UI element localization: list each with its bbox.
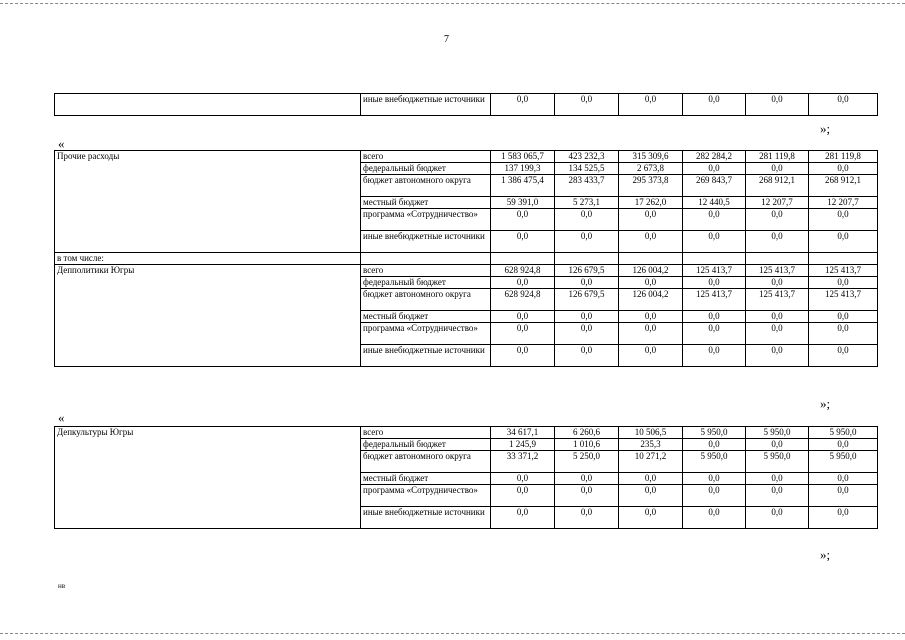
value-cell: 0,0: [683, 311, 746, 323]
row-name-cell: [55, 345, 361, 367]
source-cell: федеральный бюджет: [361, 277, 491, 289]
page-edge-bottom: [0, 633, 905, 634]
value-cell: 0,0: [746, 163, 809, 175]
subheader-row: [55, 253, 878, 265]
source-cell: программа «Сотрудничество»: [361, 209, 491, 231]
value-cell: 0,0: [809, 231, 878, 253]
row-name-cell: Депкультуры Югры: [55, 427, 361, 439]
row-name-cell: [55, 197, 361, 209]
value-cell: 0,0: [619, 209, 683, 231]
source-cell: бюджет автономного округа: [361, 289, 491, 311]
value-cell: 0,0: [491, 323, 555, 345]
source-cell: бюджет автономного округа: [361, 175, 491, 197]
value-cell: 0,0: [491, 473, 555, 485]
value-cell: 0,0: [555, 507, 619, 529]
row-name-cell: [55, 209, 361, 231]
table-row: [55, 175, 878, 197]
source-cell: иные внебюджетные источники: [361, 231, 491, 253]
table-row: [55, 507, 878, 529]
table-row: [55, 451, 878, 473]
value-cell: 0,0: [683, 323, 746, 345]
row-name-cell: [55, 175, 361, 197]
closing-quote: »;: [820, 121, 831, 136]
page-number: 7: [444, 34, 449, 45]
value-cell: 0,0: [683, 473, 746, 485]
value-cell: 0,0: [619, 473, 683, 485]
value-cell: 0,0: [809, 439, 878, 451]
value-cell: 628 924,8: [491, 265, 555, 277]
value-cell: 0,0: [683, 345, 746, 367]
value-cell: 0,0: [809, 323, 878, 345]
opening-quote: «: [58, 136, 65, 151]
value-cell: 0,0: [746, 94, 809, 116]
source-cell: местный бюджет: [361, 197, 491, 209]
page-edge-top: [0, 3, 905, 4]
source-cell: иные внебюджетные источники: [361, 94, 491, 116]
value-cell: 0,0: [683, 507, 746, 529]
table-row: [55, 311, 878, 323]
value-cell: 0,0: [809, 163, 878, 175]
value-cell: 0,0: [809, 277, 878, 289]
value-cell: 12 207,7: [809, 197, 878, 209]
table-row: [55, 197, 878, 209]
value-cell: 268 912,1: [809, 175, 878, 197]
value-cell: 5 250,0: [555, 451, 619, 473]
value-cell: 0,0: [746, 231, 809, 253]
value-cell: 0,0: [619, 311, 683, 323]
value-cell: 1 583 065,7: [491, 151, 555, 163]
source-cell: местный бюджет: [361, 311, 491, 323]
value-cell: 423 232,3: [555, 151, 619, 163]
row-name-cell: [55, 289, 361, 311]
value-cell: 0,0: [555, 345, 619, 367]
value-cell: 0,0: [491, 277, 555, 289]
table-row: [55, 323, 878, 345]
value-cell: 5 950,0: [746, 427, 809, 439]
value-cell: 0,0: [746, 277, 809, 289]
value-cell: 6 260,6: [555, 427, 619, 439]
source-cell: программа «Сотрудничество»: [361, 485, 491, 507]
footer-code: нв: [58, 582, 66, 590]
value-cell: 5 950,0: [683, 451, 746, 473]
value-cell: 0,0: [809, 94, 878, 116]
value-cell: 0,0: [746, 507, 809, 529]
source-cell: бюджет автономного округа: [361, 451, 491, 473]
value-cell: 125 413,7: [746, 265, 809, 277]
value-cell: 295 373,8: [619, 175, 683, 197]
value-cell: 235,3: [619, 439, 683, 451]
value-cell: 126 679,5: [555, 289, 619, 311]
value-cell: 0,0: [491, 485, 555, 507]
value-cell: 5 950,0: [809, 451, 878, 473]
value-cell: 125 413,7: [683, 265, 746, 277]
value-cell: 0,0: [491, 209, 555, 231]
opening-quote: «: [58, 410, 65, 425]
value-cell: 0,0: [809, 345, 878, 367]
value-cell: 1 010,6: [555, 439, 619, 451]
value-cell: 5 273,1: [555, 197, 619, 209]
value-cell: 0,0: [683, 94, 746, 116]
value-cell: 1 245,9: [491, 439, 555, 451]
value-cell: 126 004,2: [619, 265, 683, 277]
value-cell: 0,0: [809, 311, 878, 323]
value-cell: 281 119,8: [809, 151, 878, 163]
value-cell: 628 924,8: [491, 289, 555, 311]
value-cell: 126 679,5: [555, 265, 619, 277]
row-name-cell: [55, 507, 361, 529]
source-cell: местный бюджет: [361, 473, 491, 485]
value-cell: 0,0: [491, 345, 555, 367]
value-cell: 125 413,7: [809, 265, 878, 277]
closing-quote: »;: [820, 547, 831, 562]
row-name-cell: [55, 231, 361, 253]
value-cell: 1 386 475,4: [491, 175, 555, 197]
value-cell: 268 912,1: [746, 175, 809, 197]
value-cell: 0,0: [619, 277, 683, 289]
value-cell: 125 413,7: [746, 289, 809, 311]
value-cell: 10 271,2: [619, 451, 683, 473]
value-cell: 126 004,2: [619, 289, 683, 311]
table-row: [55, 94, 878, 116]
row-name-cell: [55, 94, 361, 116]
value-cell: 0,0: [555, 94, 619, 116]
value-cell: 0,0: [619, 507, 683, 529]
source-cell: федеральный бюджет: [361, 163, 491, 175]
value-cell: 0,0: [491, 311, 555, 323]
value-cell: 0,0: [683, 439, 746, 451]
source-cell: всего: [361, 265, 491, 277]
depkultury-table: [54, 426, 878, 529]
value-cell: 33 371,2: [491, 451, 555, 473]
value-cell: 0,0: [619, 485, 683, 507]
value-cell: 125 413,7: [809, 289, 878, 311]
value-cell: 0,0: [555, 311, 619, 323]
table-row: [55, 289, 878, 311]
value-cell: 0,0: [809, 473, 878, 485]
value-cell: 5 950,0: [809, 427, 878, 439]
value-cell: 134 525,5: [555, 163, 619, 175]
value-cell: 0,0: [746, 345, 809, 367]
table-row: [55, 277, 878, 289]
row-name-cell: Прочие расходы: [55, 151, 361, 163]
value-cell: 0,0: [491, 507, 555, 529]
value-cell: 282 284,2: [683, 151, 746, 163]
source-cell: всего: [361, 151, 491, 163]
value-cell: 0,0: [683, 277, 746, 289]
row-name-cell: [55, 277, 361, 289]
row-name-cell: [55, 439, 361, 451]
table-row: [55, 231, 878, 253]
table-row: [55, 163, 878, 175]
prochie-rashody-table: [54, 150, 878, 367]
value-cell: 17 262,0: [619, 197, 683, 209]
closing-quote: »;: [820, 396, 831, 411]
table-row: [55, 265, 878, 277]
value-cell: 0,0: [619, 323, 683, 345]
value-cell: 0,0: [555, 231, 619, 253]
value-cell: 10 506,5: [619, 427, 683, 439]
value-cell: 0,0: [746, 323, 809, 345]
value-cell: 34 617,1: [491, 427, 555, 439]
source-cell: иные внебюджетные источники: [361, 345, 491, 367]
row-name-cell: Депполитики Югры: [55, 265, 361, 277]
value-cell: 0,0: [746, 439, 809, 451]
row-name-cell: [55, 323, 361, 345]
row-name-cell: [55, 163, 361, 175]
value-cell: 0,0: [555, 323, 619, 345]
value-cell: 5 950,0: [746, 451, 809, 473]
value-cell: 0,0: [809, 507, 878, 529]
table-row: [55, 427, 878, 439]
value-cell: 12 440,5: [683, 197, 746, 209]
value-cell: 0,0: [683, 231, 746, 253]
value-cell: 0,0: [683, 163, 746, 175]
source-cell: федеральный бюджет: [361, 439, 491, 451]
value-cell: 0,0: [555, 473, 619, 485]
value-cell: 0,0: [683, 209, 746, 231]
subheader-cell: в том числе:: [55, 253, 361, 265]
value-cell: 283 433,7: [555, 175, 619, 197]
table-row: [55, 345, 878, 367]
value-cell: 125 413,7: [683, 289, 746, 311]
value-cell: 59 391,0: [491, 197, 555, 209]
row-name-cell: [55, 473, 361, 485]
value-cell: 0,0: [619, 94, 683, 116]
value-cell: 0,0: [683, 485, 746, 507]
value-cell: 137 199,3: [491, 163, 555, 175]
value-cell: 0,0: [491, 231, 555, 253]
row-name-cell: [55, 485, 361, 507]
value-cell: 0,0: [746, 485, 809, 507]
value-cell: 0,0: [555, 485, 619, 507]
value-cell: 269 843,7: [683, 175, 746, 197]
table-row: [55, 485, 878, 507]
value-cell: 0,0: [809, 209, 878, 231]
value-cell: 0,0: [555, 277, 619, 289]
top-continuation-table: [54, 93, 878, 116]
value-cell: 5 950,0: [683, 427, 746, 439]
source-cell: программа «Сотрудничество»: [361, 323, 491, 345]
value-cell: 281 119,8: [746, 151, 809, 163]
source-cell: иные внебюджетные источники: [361, 507, 491, 529]
value-cell: 0,0: [746, 473, 809, 485]
table-row: [55, 439, 878, 451]
value-cell: 2 673,8: [619, 163, 683, 175]
value-cell: 0,0: [619, 231, 683, 253]
table-row: [55, 473, 878, 485]
value-cell: 0,0: [809, 485, 878, 507]
row-name-cell: [55, 311, 361, 323]
value-cell: 12 207,7: [746, 197, 809, 209]
value-cell: 0,0: [491, 94, 555, 116]
table-row: [55, 209, 878, 231]
source-cell: всего: [361, 427, 491, 439]
value-cell: 0,0: [746, 311, 809, 323]
value-cell: 0,0: [746, 209, 809, 231]
value-cell: 315 309,6: [619, 151, 683, 163]
value-cell: 0,0: [555, 209, 619, 231]
value-cell: 0,0: [619, 345, 683, 367]
table-row: [55, 151, 878, 163]
row-name-cell: [55, 451, 361, 473]
